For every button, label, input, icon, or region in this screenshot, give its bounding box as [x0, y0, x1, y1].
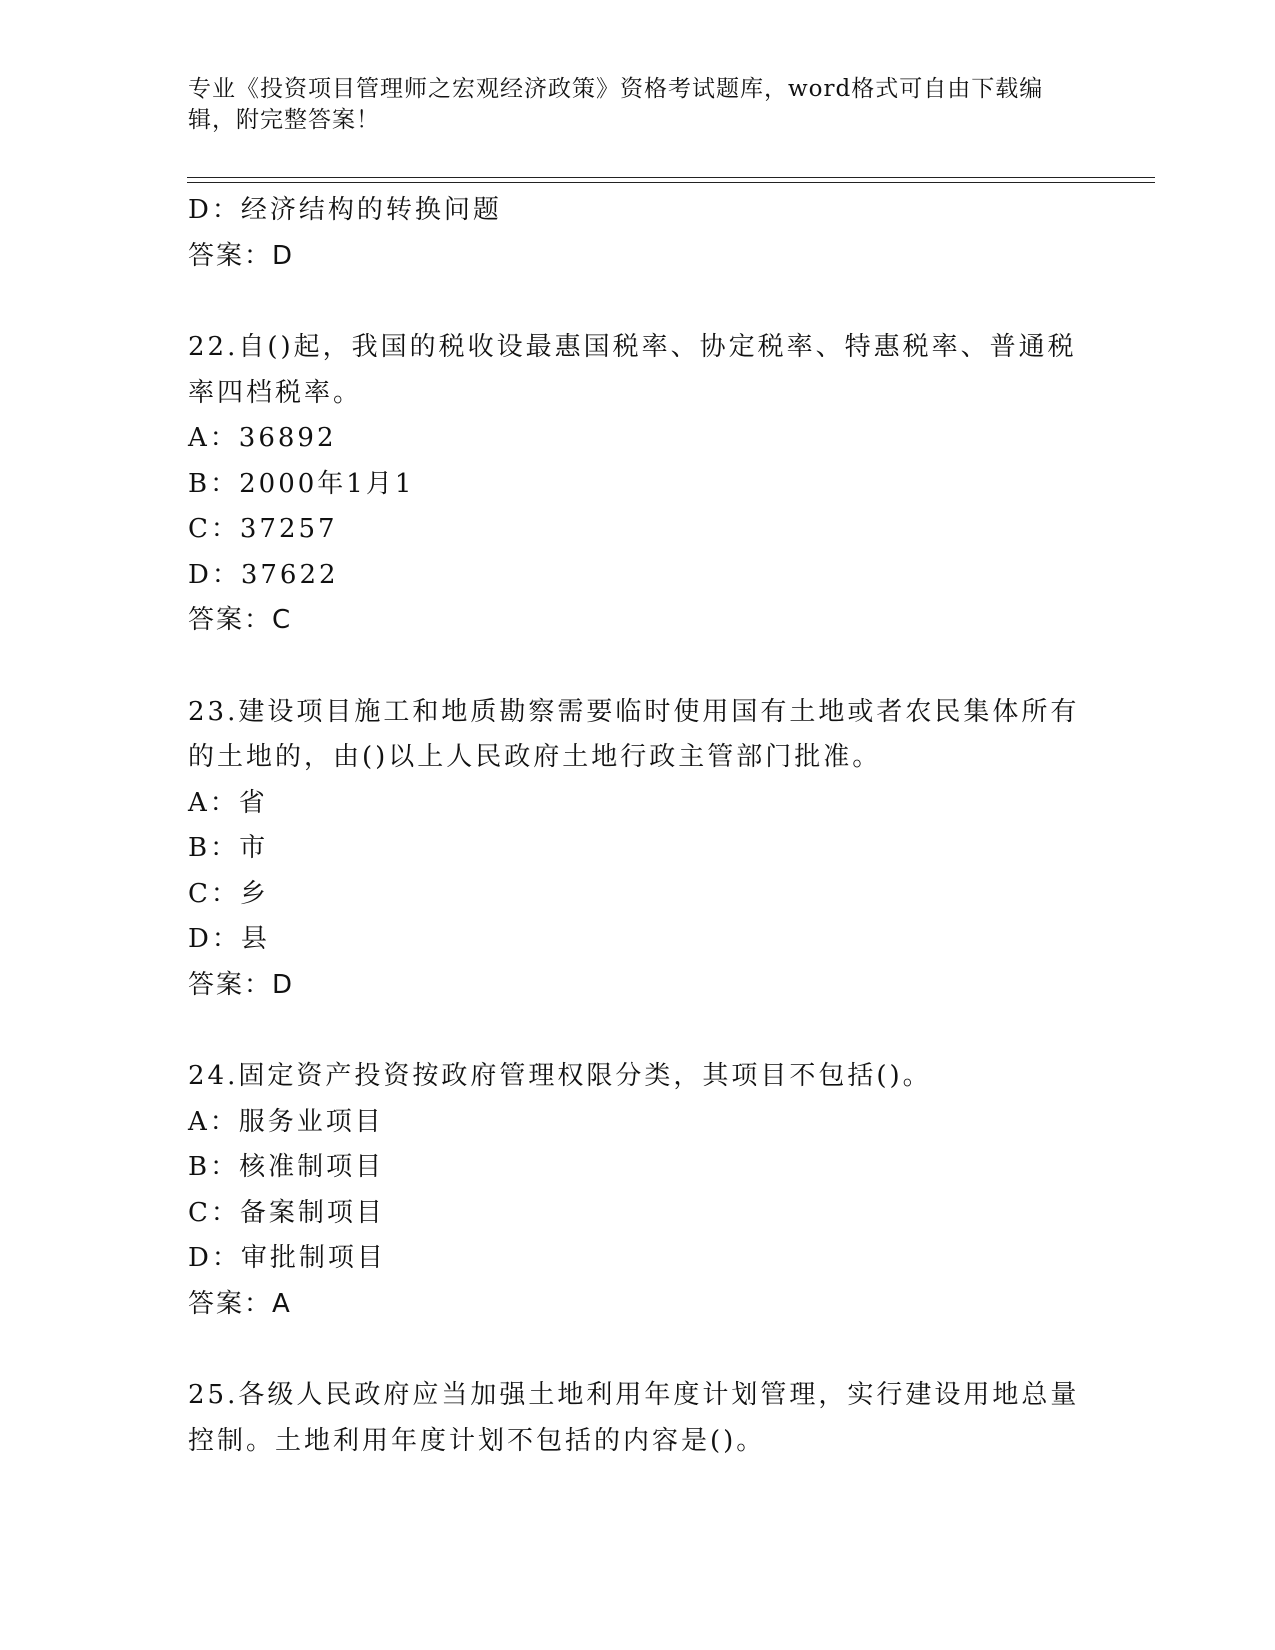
question-stem-line: 控制。土地利用年度计划不包括的内容是()。: [188, 1425, 766, 1456]
answer: 答案：C: [188, 605, 293, 635]
header-divider-bottom: [187, 182, 1155, 183]
answer: 答案：D: [188, 969, 295, 1000]
option-a: A：省: [188, 787, 268, 818]
option-d: D：37622: [188, 559, 339, 590]
spacer: [188, 644, 1088, 690]
option-d: D：县: [188, 924, 270, 954]
header-line-2: 辑，附完整答案！: [188, 107, 380, 133]
question-stem-line: 25.各级人民政府应当加强土地利用年度计划管理，实行建设用地总量: [188, 1380, 1080, 1410]
question-23: [188, 690, 1088, 1009]
question-stem-line: 率四档税率。: [188, 377, 363, 408]
header-line-1: 专业《投资项目管理师之宏观经济政策》资格考试题库，word格式可自由下载编: [188, 76, 1044, 102]
option-c: C：37257: [188, 514, 338, 544]
spacer: [188, 279, 1088, 325]
question-stem-line: 24.固定资产投资按政府管理权限分类，其项目不包括()。: [188, 1061, 932, 1091]
page-header: [188, 74, 1068, 136]
option-c: C：乡: [188, 878, 269, 909]
question-22: [188, 325, 1088, 644]
option-d: D：审批制项目: [188, 1243, 386, 1273]
spacer: [188, 1008, 1088, 1054]
option-b: B：市: [188, 833, 269, 863]
question-stem-line: 的土地的，由()以上人民政府土地行政主管部门批准。: [188, 742, 882, 772]
answer: 答案：A: [188, 1288, 292, 1319]
prev-option-d: D：经济结构的转换问题: [188, 195, 502, 225]
question-stem-line: 22.自()起，我国的税收设最惠国税率、协定税率、特惠税率、普通税: [188, 332, 1077, 362]
option-c: C：备案制项目: [188, 1197, 385, 1228]
option-a: A：服务业项目: [188, 1106, 384, 1137]
prev-answer: 答案：D: [188, 240, 295, 271]
header-divider-top: [187, 177, 1155, 178]
question-stem-line: 23.建设项目施工和地质勘察需要临时使用国有土地或者农民集体所有: [188, 696, 1080, 727]
option-b: B：2000年1月1: [188, 468, 415, 499]
option-b: B：核准制项目: [188, 1152, 385, 1182]
question-24: [188, 1054, 1088, 1327]
question-25: [188, 1373, 1088, 1464]
spacer: [188, 1327, 1088, 1373]
question-list: [188, 188, 1088, 1464]
option-a: A：36892: [188, 423, 337, 453]
